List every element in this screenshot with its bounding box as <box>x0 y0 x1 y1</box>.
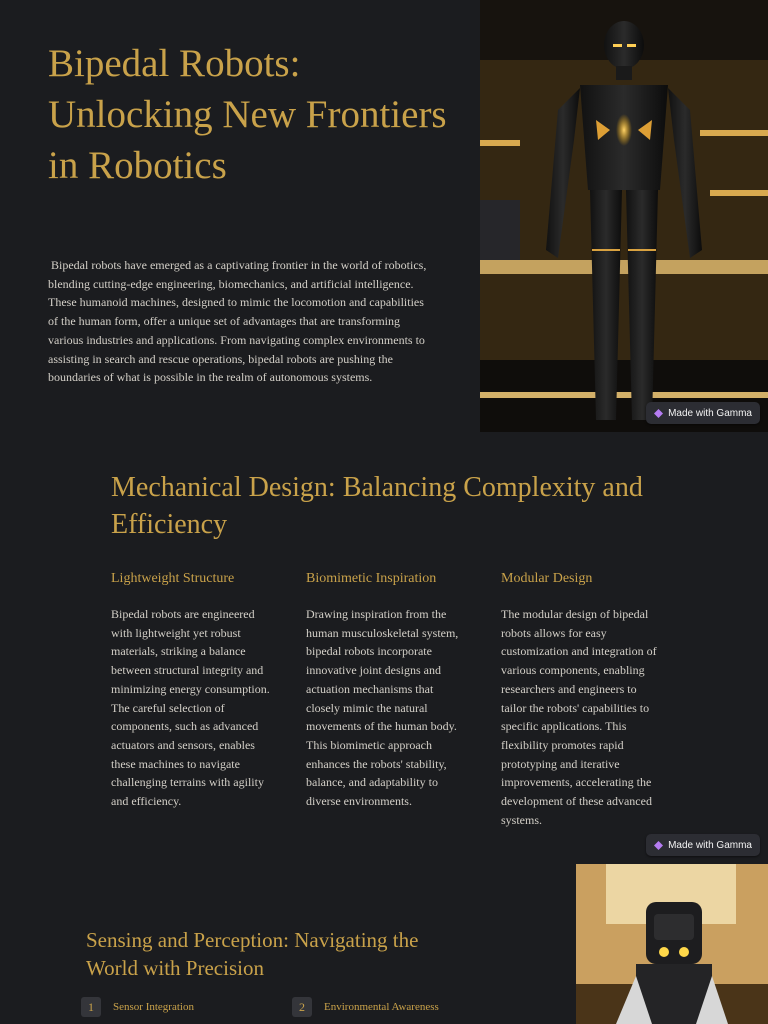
robot-head-illustration <box>576 864 768 1024</box>
gamma-logo-icon <box>654 841 663 850</box>
column-text: The modular design of bipedal robots allows for easy customization and integration of various components, enabling researchers and engineers to tailor the robots' capabilities to specific applications. This flexibility promotes rapid prototyping and iterative improvements, accelerating the development of these advanced systems. <box>501 607 657 827</box>
badge-label: Made with Gamma <box>668 407 752 419</box>
sensing-section <box>0 864 768 1024</box>
step-number: 2 <box>292 997 312 1017</box>
gamma-logo-icon <box>654 409 663 418</box>
badge-label: Made with Gamma <box>668 839 752 851</box>
mechanical-title: Mechanical Design: Balancing Complexity and Efficiency <box>111 472 643 540</box>
column-lightweight-structure <box>111 569 271 811</box>
mechanical-design-section <box>0 432 768 864</box>
hero-description: Bipedal robots have emerged as a captivating frontier in the world of robotics, blending cutting-edge engineering, biomechanics, and artificial intelligence. These humanoid machines, designed to mimic the locomotion and capabilities of the human form, offer a unique set of advantages that are transforming various industries and applications. From navigating complex environments to assisting in search and rescue operations, bipedal robots are pushing the boundaries of what is possible in the realm of autonomous systems. <box>48 258 430 385</box>
sensing-robot-image <box>576 864 768 1024</box>
column-text: Drawing inspiration from the human musculoskeletal system, bipedal robots incorporate innovative joint designs and actuation mechanisms that closely mimic the natural movements of the human body. This biomimetic approach enhances the robots' stability, balance, and adaptability to diverse environments. <box>306 607 459 809</box>
made-with-gamma-badge[interactable] <box>646 834 760 856</box>
made-with-gamma-badge[interactable] <box>646 402 760 424</box>
column-text: Bipedal robots are engineered with lightweight yet robust materials, striking a balance between structural integrity and minimizing energy consumption. The careful selection of components, such as advanced actuators and sensors, enables these machines to navigate challenging terrains with agility and efficiency. <box>111 607 270 809</box>
robot-illustration <box>480 0 768 432</box>
step-label: Sensor Integration <box>113 1001 194 1013</box>
step-sensor-integration <box>81 997 194 1017</box>
column-heading: Lightweight Structure <box>111 571 235 586</box>
column-heading: Modular Design <box>501 571 593 586</box>
hero-robot-image <box>480 0 768 432</box>
step-environmental-awareness <box>292 997 439 1017</box>
step-number: 1 <box>81 997 101 1017</box>
column-biomimetic-inspiration <box>306 569 460 811</box>
column-heading: Biomimetic Inspiration <box>306 571 437 586</box>
hero-section <box>0 0 768 432</box>
sensing-title: Sensing and Perception: Navigating the World with Precision <box>86 928 419 980</box>
step-label: Environmental Awareness <box>324 1001 439 1013</box>
column-modular-design <box>501 569 657 829</box>
hero-title: Bipedal Robots: Unlocking New Frontiers in Robotics <box>48 42 447 187</box>
